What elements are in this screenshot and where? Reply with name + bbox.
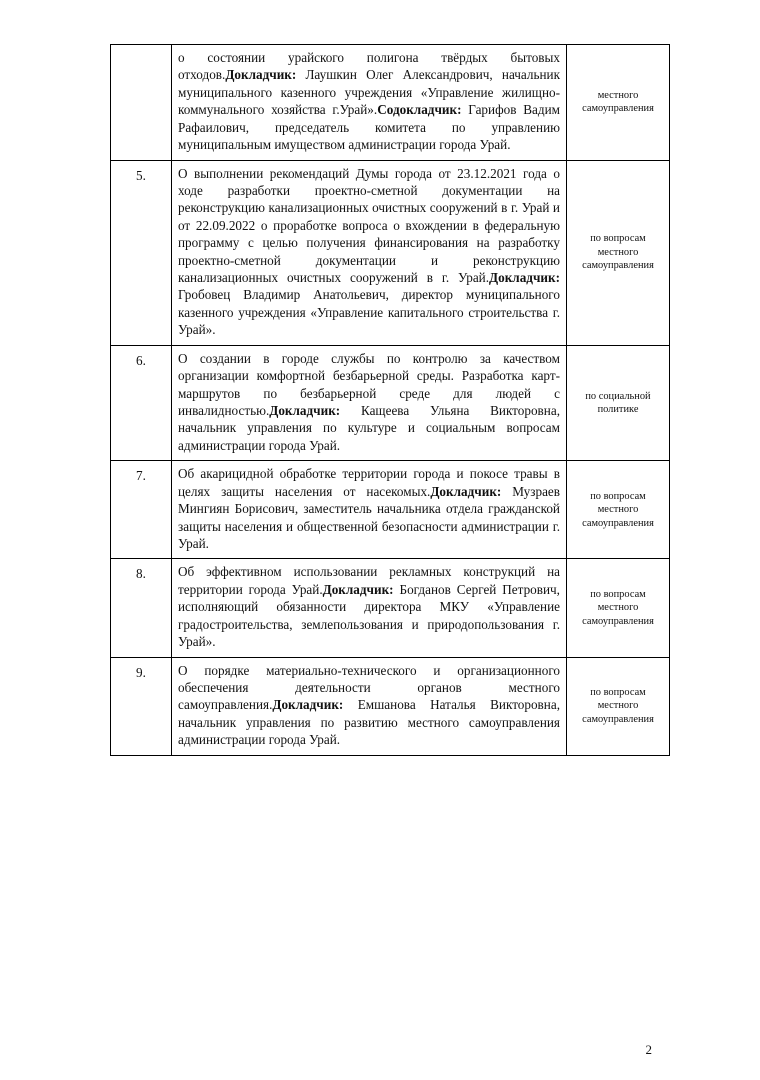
row-body <box>172 160 567 345</box>
table-row <box>111 160 670 345</box>
table-row <box>111 345 670 461</box>
row-body <box>172 45 567 161</box>
speaker-label: Докладчик: <box>430 483 502 499</box>
table-row <box>111 461 670 559</box>
row-responsible: по вопросам местного самоуправления <box>567 461 670 559</box>
row-body-paragraph <box>178 49 560 154</box>
row-body <box>172 657 567 755</box>
row-body-paragraph <box>178 465 560 552</box>
body-text: О выполнении рекомендаций Думы города от 23.12.2021 года о ходе разработки проектно-сметной документации на реконструкцию канализационных очистных сооружений в г. Урай и от 22.09.2022 о проработке вопроса о вхождении в федеральную программу с целью получения финансирования на разработку проектно-сметной документации и реконструкцию канализационных очистных сооружений в г. Урай. <box>178 165 560 286</box>
row-body-paragraph <box>178 563 560 650</box>
row-number: 6. <box>111 345 172 461</box>
body-text: Об акарицидной обработке территории города и покосе травы в целях защиты населения от насекомых. <box>178 466 560 499</box>
table-row <box>111 45 670 161</box>
table-row <box>111 657 670 755</box>
agenda-table <box>110 44 670 756</box>
row-responsible: местного самоуправления <box>567 45 670 161</box>
table-row <box>111 559 670 657</box>
speaker-label: Докладчик: <box>225 67 297 83</box>
row-number: 9. <box>111 657 172 755</box>
body-text: Емшанова Наталья Викторовна, начальник управления по развитию местного самоуправления администрации города Урай. <box>178 697 560 748</box>
row-number: 5. <box>111 160 172 345</box>
row-number: 7. <box>111 461 172 559</box>
row-body-paragraph <box>178 165 560 339</box>
row-body <box>172 559 567 657</box>
body-text: Гарифов Вадим Рафаилович, председатель комитета по управлению муниципальным имуществом администрации города Урай. <box>178 102 560 153</box>
body-text: Кащеева Ульяна Викторовна, начальник управления по культуре и социальным вопросам администрации города Урай. <box>178 403 560 453</box>
row-body-paragraph <box>178 350 560 455</box>
speaker-label: Докладчик: <box>269 403 341 419</box>
body-text: Богданов Сергей Петрович, исполняющий обязанности директора МКУ «Управление градостроительства, землепользования и природопользования г. Урай». <box>178 581 560 650</box>
speaker-label: Докладчик: <box>272 697 344 713</box>
row-number: 8. <box>111 559 172 657</box>
body-text: О создании в городе службы по контролю за качеством организации комфортной безбарьерной среды. Разработка карт- маршрутов по безбарьерной среде для людей с инвалидностью. <box>178 350 560 419</box>
speaker-label: Докладчик: <box>489 270 560 286</box>
body-text: Об эффективном использовании рекламных конструкций на территории города Урай. <box>178 564 560 597</box>
body-text: Музраев Мингиян Борисович, заместитель начальника отдела гражданской защиты населения и общественной безопасности администрации г. Урай. <box>178 483 560 551</box>
speaker-label: Содокладчик: <box>377 102 462 118</box>
agenda-table-body <box>111 45 670 756</box>
body-text: Лаушкин Олег Александрович, начальник муниципального казенного учреждения «Управление жилищно-коммунального хозяйства г.Урай». <box>178 67 560 118</box>
body-text: О порядке материально-технического и организационного обеспечения деятельности органов местного самоуправления. <box>178 662 560 713</box>
row-responsible: по вопросам местного самоуправления <box>567 160 670 345</box>
row-number <box>111 45 172 161</box>
row-body <box>172 461 567 559</box>
body-text: о состоянии урайского полигона твёрдых бытовых отходов. <box>178 50 560 83</box>
body-text: Гробовец Владимир Анатольевич, директор муниципального казенного учреждения «Управление капитального строительства г. Урай». <box>178 287 560 338</box>
page-number: 2 <box>645 1042 652 1057</box>
row-responsible: по вопросам местного самоуправления <box>567 657 670 755</box>
speaker-label: Докладчик: <box>322 581 394 597</box>
row-body-paragraph <box>178 662 560 749</box>
row-body <box>172 345 567 461</box>
row-responsible: по социальной политике <box>567 345 670 461</box>
row-responsible: по вопросам местного самоуправления <box>567 559 670 657</box>
